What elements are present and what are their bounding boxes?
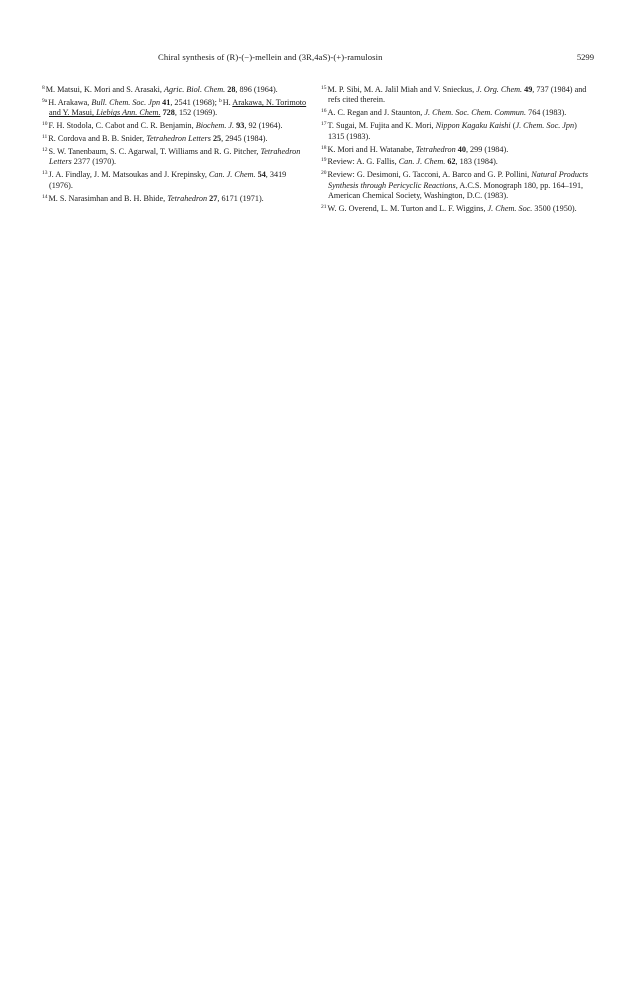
reference-item bbox=[321, 143, 591, 155]
reference-text: Natural Products Synthesis through Pericyclic Reactions bbox=[328, 170, 589, 190]
reference-text: K. Mori and H. Watanabe, bbox=[327, 144, 416, 154]
reference-number: 9a bbox=[42, 97, 48, 104]
reference-item bbox=[321, 83, 591, 106]
reference-text: , 183 (1984). bbox=[455, 157, 498, 167]
reference-text: ( bbox=[510, 121, 516, 131]
reference-item bbox=[321, 168, 591, 201]
reference-text: M. Matsui, K. Mori and S. Arasaki, bbox=[45, 85, 165, 94]
reference-text: J. A. Findlay, J. M. Matsoukas and J. Krepinsky, bbox=[48, 170, 209, 180]
reference-text: Review: G. Desimoni, G. Tacconi, A. Barco and G. P. Pollini, bbox=[327, 170, 532, 180]
reference-number: 16 bbox=[321, 108, 327, 115]
reference-text: S. W. Tanenbaum, S. C. Agarwal, T. Williams and R. G. Pitcher, bbox=[48, 147, 261, 157]
reference-item bbox=[321, 106, 591, 118]
reference-text: A. C. Regan and J. Staunton, bbox=[327, 108, 425, 118]
reference-text: 93 bbox=[236, 121, 245, 131]
reference-text: 28 bbox=[227, 85, 236, 94]
reference-text: Arakawa, N. Torimoto and Y. Masui, bbox=[49, 97, 307, 118]
reference-item bbox=[42, 145, 310, 168]
reference-number: 12 bbox=[42, 147, 48, 154]
reference-number: 10 bbox=[42, 121, 48, 128]
reference-item bbox=[42, 168, 310, 191]
reference-text: Can. J. Chem. bbox=[398, 157, 446, 167]
reference-text: H. Arakawa, bbox=[48, 97, 92, 107]
reference-number: 20 bbox=[321, 170, 327, 177]
reference-item bbox=[42, 83, 310, 95]
reference-text: 41 bbox=[162, 97, 171, 107]
reference-text: 27 bbox=[209, 193, 218, 203]
reference-text: Tetrahedron Letters bbox=[49, 147, 301, 167]
page-header bbox=[40, 52, 600, 66]
reference-text: 54 bbox=[257, 170, 266, 180]
reference-number: 13 bbox=[42, 170, 48, 177]
reference-text: Tetrahedron bbox=[167, 193, 208, 203]
reference-text: J. Chem. Soc. Jpn bbox=[515, 121, 575, 131]
reference-number: 14 bbox=[42, 193, 48, 200]
reference-item bbox=[42, 119, 310, 131]
reference-text: J. Chem. Soc. Chem. Commun. bbox=[424, 108, 527, 118]
reference-text: H. bbox=[222, 97, 233, 107]
reference-number: 11 bbox=[42, 134, 48, 141]
reference-number: 17 bbox=[321, 121, 327, 128]
reference-text: 764 (1983). bbox=[526, 108, 567, 118]
references-column-right bbox=[321, 83, 591, 215]
reference-text: , 152 (1969). bbox=[174, 108, 218, 118]
reference-text: , A.C.S. Monograph 180, pp. 164–191, American Chemical Society, Washington, D.C. (1983). bbox=[328, 180, 584, 201]
reference-text: Biochem. J. bbox=[195, 121, 235, 131]
reference-text: Review: A. G. Fallis, bbox=[327, 157, 399, 167]
reference-text: Bull. Chem. Soc. Jpn bbox=[91, 97, 161, 107]
reference-text: T. Sugai, M. Fujita and K. Mori, bbox=[327, 121, 436, 131]
reference-text: M. P. Sibi, M. A. Jalil Miah and V. Snieckus, bbox=[327, 85, 477, 94]
reference-text: , 3419 (1976). bbox=[49, 170, 287, 190]
reference-text: , 737 (1984) and refs cited therein. bbox=[328, 85, 587, 105]
reference-text: Liebigs Ann. Chem. bbox=[96, 108, 161, 118]
reference-text: , 92 (1964). bbox=[244, 121, 283, 131]
reference-text: 3500 (1950). bbox=[532, 204, 577, 214]
reference-text: Can. J. Chem. bbox=[208, 170, 256, 180]
reference-text: b bbox=[218, 97, 222, 104]
reference-text: 40 bbox=[457, 144, 466, 154]
reference-text: , 6171 (1971). bbox=[217, 193, 264, 203]
reference-item bbox=[42, 132, 310, 144]
reference-text: M. S. Narasimhan and B. H. Bhide, bbox=[48, 193, 168, 203]
reference-item bbox=[321, 155, 591, 167]
reference-text: 62 bbox=[447, 157, 456, 167]
running-title: Chiral synthesis of (R)-(−)-mellein and (3R,4aS)-(+)-ramulosin bbox=[158, 52, 383, 62]
reference-number: 18 bbox=[321, 144, 327, 151]
reference-text: F. H. Stodola, C. Cabot and C. R. Benjamin, bbox=[48, 121, 196, 131]
reference-item bbox=[42, 192, 310, 204]
reference-text: , 299 (1984). bbox=[465, 144, 509, 154]
page-number: 5299 bbox=[576, 52, 594, 62]
reference-text: R. Cordova and B. B. Snider, bbox=[48, 134, 147, 144]
reference-item bbox=[321, 202, 591, 214]
reference-text: , 2945 (1984). bbox=[221, 134, 268, 144]
reference-number: 21 bbox=[321, 204, 327, 211]
reference-text: J. Chem. Soc. bbox=[487, 204, 533, 214]
reference-text: W. G. Overend, L. M. Turton and L. F. Wiggins, bbox=[327, 204, 488, 214]
reference-text: Agric. Biol. Chem. bbox=[164, 85, 226, 94]
reference-text: , 896 (1964). bbox=[235, 85, 278, 94]
reference-text: 25 bbox=[212, 134, 222, 144]
reference-number: 19 bbox=[321, 157, 327, 164]
reference-text: , 2541 (1968); bbox=[170, 97, 219, 107]
reference-number: 8 bbox=[42, 85, 45, 91]
reference-text: J. Org. Chem. bbox=[476, 85, 523, 94]
reference-item bbox=[321, 119, 591, 142]
reference-number: 15 bbox=[321, 85, 327, 91]
reference-text: ) 1315 (1983). bbox=[328, 121, 577, 141]
reference-text: Nippon Kagaku Kaishi bbox=[435, 121, 511, 131]
reference-text: Tetrahedron bbox=[415, 144, 456, 154]
reference-text: Tetrahedron Letters bbox=[146, 134, 211, 144]
reference-text: 728 bbox=[162, 108, 175, 118]
reference-text: 2377 (1970). bbox=[71, 157, 117, 167]
reference-item bbox=[42, 96, 310, 119]
reference-text: 49 bbox=[524, 85, 533, 94]
references-column-left bbox=[42, 83, 310, 205]
